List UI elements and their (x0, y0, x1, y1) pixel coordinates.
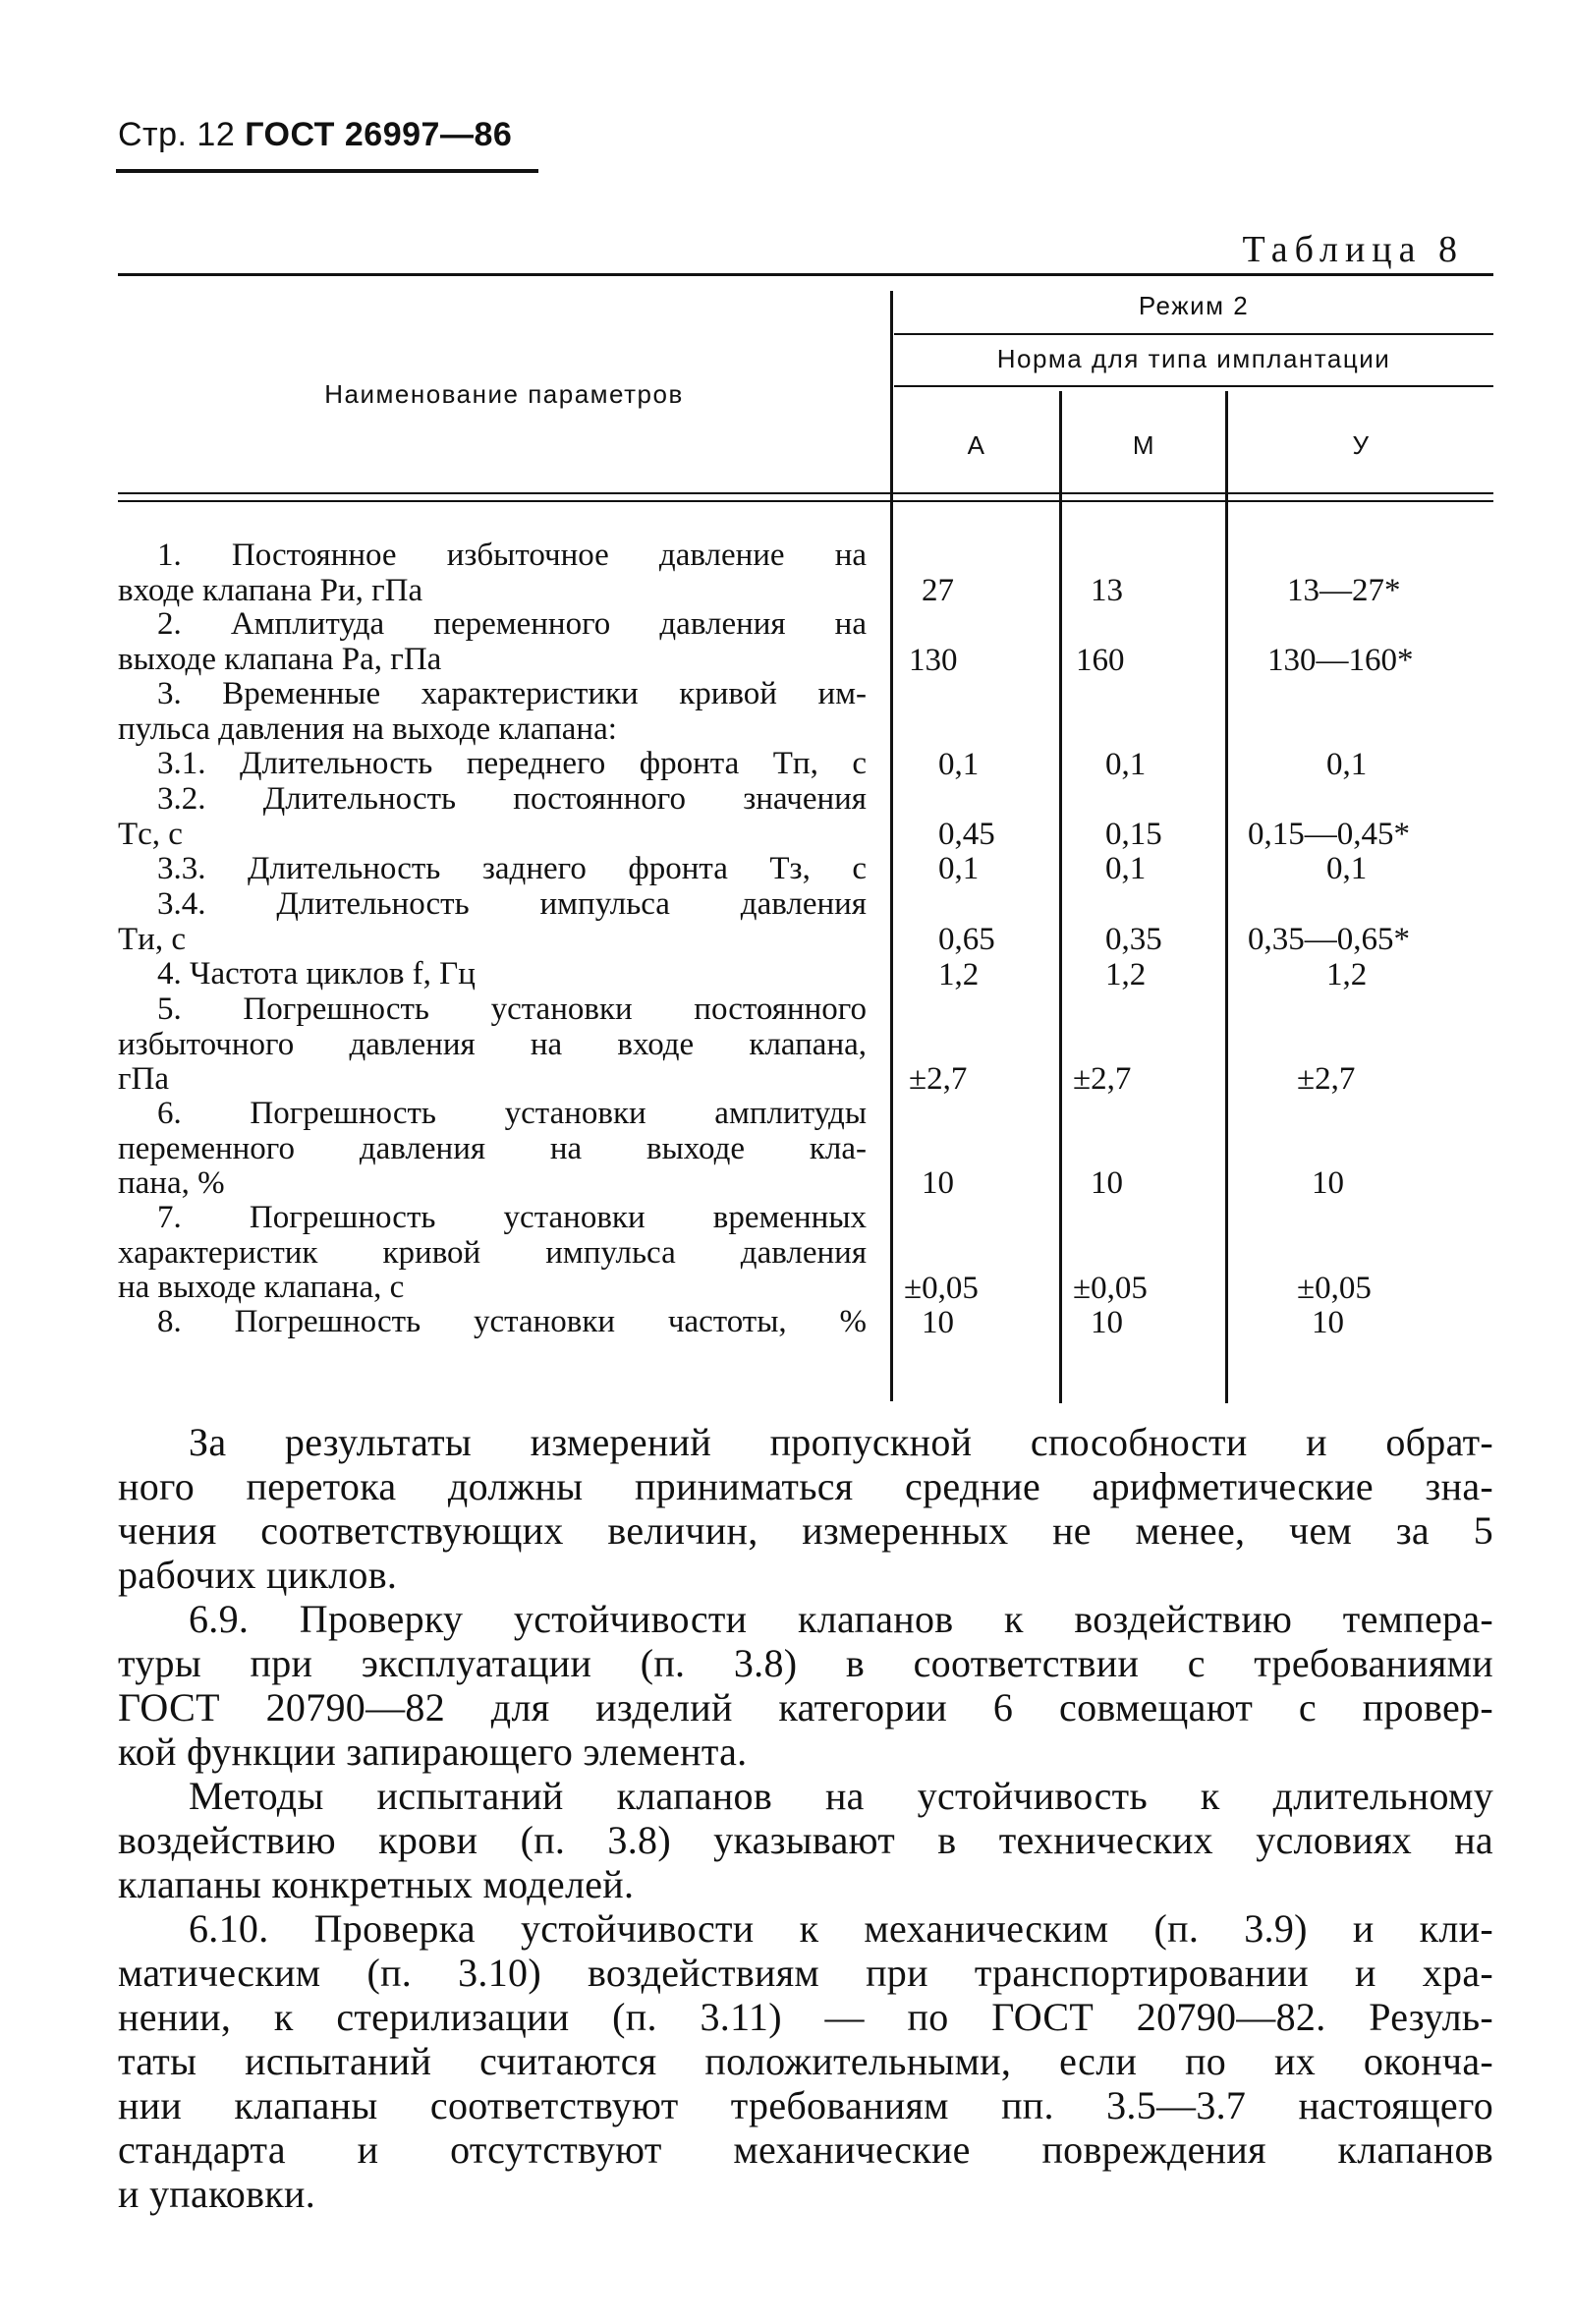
cell-u: ±2,7 (1297, 1061, 1356, 1097)
text-line: стандарта и отсутствуют механические повреждения клапанов (118, 2127, 1493, 2172)
cell-u: ±0,05 (1297, 1271, 1372, 1306)
text-line: нии клапаны соответствуют требованиям пп. 3.5—3.7 настоящего (118, 2083, 1493, 2127)
table-row (118, 1097, 867, 1202)
cell-m: 160 (1076, 643, 1125, 678)
header-rule (116, 169, 538, 173)
cell-m: 0,1 (1105, 851, 1147, 886)
param-text: 3. Временные характеристики кривой им- (157, 676, 867, 711)
cell-m: 13 (1091, 573, 1123, 608)
text-line: ного перетока должны приниматься средние арифметические зна- (118, 1464, 1493, 1508)
cell-a: 0,1 (938, 747, 980, 782)
cell-m: 0,1 (1105, 747, 1147, 782)
param-text: 7. Погрешность установки временных (157, 1200, 867, 1235)
text-line: матическим (п. 3.10) воздействиям при транспортировании и хра- (118, 1951, 1493, 1995)
cell-a: 0,45 (938, 817, 995, 852)
cell-a: 10 (922, 1305, 954, 1340)
header-bottom-rule-1 (118, 492, 1493, 494)
cell-u: 0,35—0,65* (1248, 922, 1410, 957)
param-text: 1. Постоянное избыточное давление на (157, 538, 867, 573)
cell-a: 130 (909, 643, 958, 678)
text-line: таты испытаний считаются положительными, если по их оконча- (118, 2039, 1493, 2083)
col-header-type-u: У (1352, 430, 1371, 460)
table-row (118, 677, 867, 747)
table-row (118, 607, 867, 677)
header-bottom-rule-2 (118, 500, 1493, 502)
cell-m: ±2,7 (1073, 1061, 1132, 1097)
table-row (118, 538, 867, 608)
table-row (118, 852, 867, 887)
param-text: входе клапана Pи, гПа (118, 572, 423, 608)
param-text: 3.1. Длительность переднего фронта Tп, с (157, 746, 867, 781)
standard-code: ГОСТ 26997—86 (245, 116, 513, 153)
table-top-rule (118, 273, 1493, 276)
cell-u: 10 (1312, 1165, 1344, 1201)
cell-a: 0,65 (938, 922, 995, 957)
param-text: пана, % (118, 1165, 225, 1201)
param-text: 3.2. Длительность постоянного значения (157, 781, 867, 817)
cell-a: 0,1 (938, 851, 980, 886)
text-line: За результаты измерений пропускной способности и обрат- (189, 1420, 1493, 1464)
table-row (118, 957, 867, 992)
param-text: 8. Погрешность установки частоты, % (157, 1304, 867, 1339)
table-row (118, 747, 867, 782)
cell-u: 1,2 (1326, 957, 1368, 992)
param-text: Tс, с (118, 816, 183, 852)
table-row (118, 1305, 867, 1340)
cell-a: 10 (922, 1165, 954, 1201)
text-line: Методы испытаний клапанов на устойчивость к длительному (189, 1774, 1493, 1818)
text-line: клапаны конкретных моделей. (118, 1862, 635, 1906)
param-text: 4. Частота циклов f, Гц (157, 956, 476, 992)
param-text: переменного давления на выходе кла- (118, 1130, 867, 1166)
paragraph-test-methods (118, 1774, 1493, 1906)
page-header (118, 116, 512, 154)
param-text: 3.4. Длительность импульса давления (157, 886, 867, 922)
cell-m: 10 (1091, 1305, 1123, 1340)
col-divider-m-u (1225, 391, 1228, 1403)
cell-u: 10 (1312, 1305, 1344, 1340)
cell-u: 0,15—0,45* (1248, 817, 1410, 852)
text-line: ГОСТ 20790—82 для изделий категории 6 совмещают с провер- (118, 1685, 1493, 1729)
text-line: воздействию крови (п. 3.8) указывают в технических условиях на (118, 1818, 1493, 1862)
mode-rule (894, 333, 1493, 335)
table-row (118, 992, 867, 1098)
table-title: Таблица 8 (1242, 229, 1464, 270)
cell-m: 1,2 (1105, 957, 1147, 992)
cell-u: 0,1 (1326, 851, 1368, 886)
text-line: кой функции запирающего элемента. (118, 1729, 748, 1774)
cell-u: 0,1 (1326, 747, 1368, 782)
cell-a: 1,2 (938, 957, 980, 992)
param-text: 5. Погрешность установки постоянного (157, 992, 867, 1027)
cell-u: 130—160* (1267, 643, 1414, 678)
cell-a: ±0,05 (904, 1271, 979, 1306)
col-header-type-a: А (967, 430, 986, 460)
cell-a: 27 (922, 573, 954, 608)
col-header-type-m: М (1132, 430, 1156, 460)
text-line: туры при эксплуатации (п. 3.8) в соответствии с требованиями (118, 1641, 1493, 1685)
table-row (118, 782, 867, 852)
param-text: 3.3. Длительность заднего фронта Tз, с (157, 851, 867, 886)
paragraph-6-10 (118, 1906, 1493, 2216)
param-text: характеристик кривой импульса давления (118, 1234, 867, 1271)
cell-m: 0,15 (1105, 817, 1162, 852)
cell-m: ±0,05 (1073, 1271, 1148, 1306)
text-line: нении, к стерилизации (п. 3.11) — по ГОСТ 20790—82. Резуль- (118, 1995, 1493, 2039)
text-line: чения соответствующих величин, измеренных не менее, чем за 5 (118, 1508, 1493, 1553)
col-header-mode: Режим 2 (1138, 291, 1250, 320)
text-line: 6.10. Проверка устойчивости к механическим (п. 3.9) и кли- (189, 1906, 1493, 1951)
table-row (118, 887, 867, 957)
param-text: на выходе клапана, с (118, 1270, 405, 1305)
col-divider-a-m (1059, 391, 1062, 1403)
param-text: пульса давления на выходе клапана: (118, 710, 617, 747)
col-divider-param (890, 291, 893, 1401)
table-row (118, 1201, 867, 1306)
text-line: и упаковки. (118, 2172, 315, 2216)
paragraph-6-9 (118, 1597, 1493, 1774)
cell-u: 13—27* (1287, 573, 1401, 608)
param-text: 2. Амплитуда переменного давления на (157, 606, 867, 642)
norm-rule (894, 385, 1493, 387)
col-header-param: Наименование параметров (324, 379, 684, 409)
text-line: 6.9. Проверку устойчивости клапанов к воздействию темпера- (189, 1597, 1493, 1641)
page-label: Стр. 12 (118, 116, 236, 153)
param-text: 6. Погрешность установки амплитуды (157, 1096, 867, 1131)
param-text: выходе клапана Pа, гПа (118, 641, 442, 677)
col-header-norm: Норма для типа имплантации (996, 344, 1391, 373)
cell-a: ±2,7 (909, 1061, 968, 1097)
param-text: избыточного давления на входе клапана, (118, 1026, 867, 1062)
paragraph-measurement-results (118, 1420, 1493, 1597)
cell-m: 0,35 (1105, 922, 1162, 957)
text-line: рабочих циклов. (118, 1553, 398, 1597)
param-text: гПа (118, 1061, 170, 1097)
param-text: Tи, с (118, 921, 186, 957)
cell-m: 10 (1091, 1165, 1123, 1201)
